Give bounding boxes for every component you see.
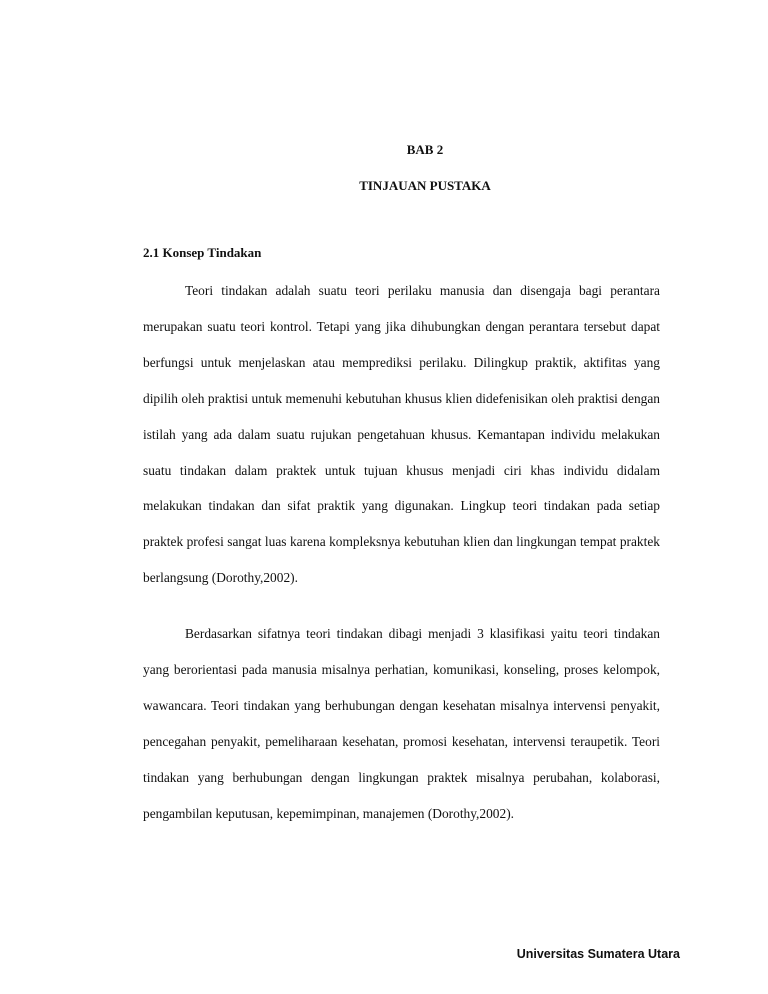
- footer-institution: Universitas Sumatera Utara: [516, 947, 680, 961]
- body-paragraph: Berdasarkan sifatnya teori tindakan dibagi menjadi 3 klasifikasi yaitu teori tindakan yang berorientasi pada manusia misalnya perhatian, komunikasi, konseling, proses kelompok, wawancara. Teori tindakan yang berhubungan dengan kesehatan misalnya intervensi penyakit, pencegahan penyakit, pemeliharaan kesehatan, promosi kesehatan, intervensi teraupetik. Teori tindakan yang berhubungan dengan lingkungan praktek misalnya perubahan, kolaborasi, pengambilan keputusan, kepemimpinan, manajemen (Dorothy,2002).: [143, 626, 660, 821]
- body-paragraph-2-container: [143, 616, 660, 831]
- body-paragraph: Teori tindakan adalah suatu teori perilaku manusia dan disengaja bagi perantara merupakan suatu teori kontrol. Tetapi yang jika dihubungkan dengan perantara tersebut dapat berfungsi untuk menjelaskan atau memprediksi perilaku. Dilingkup praktik, aktifitas yang dipilih oleh praktisi untuk memenuhi kebutuhan khusus klien didefenisikan oleh praktisi dengan istilah yang ada dalam suatu rujukan pengetahuan khusus. Kemantapan individu melakukan suatu tindakan dalam praktek untuk tujuan khusus menjadi ciri khas individu didalam melakukan tindakan dan sifat praktik yang digunakan. Lingkup teori tindakan pada setiap praktek profesi sangat luas karena kompleksnya kebutuhan klien dan lingkungan tempat praktek berlangsung (Dorothy,2002).: [143, 283, 660, 586]
- chapter-title: TINJAUAN PUSTAKA: [359, 178, 491, 193]
- section-heading: 2.1 Konsep Tindakan: [143, 245, 262, 260]
- chapter-number: BAB 2: [406, 142, 444, 157]
- body-paragraph-1-container: [143, 273, 660, 596]
